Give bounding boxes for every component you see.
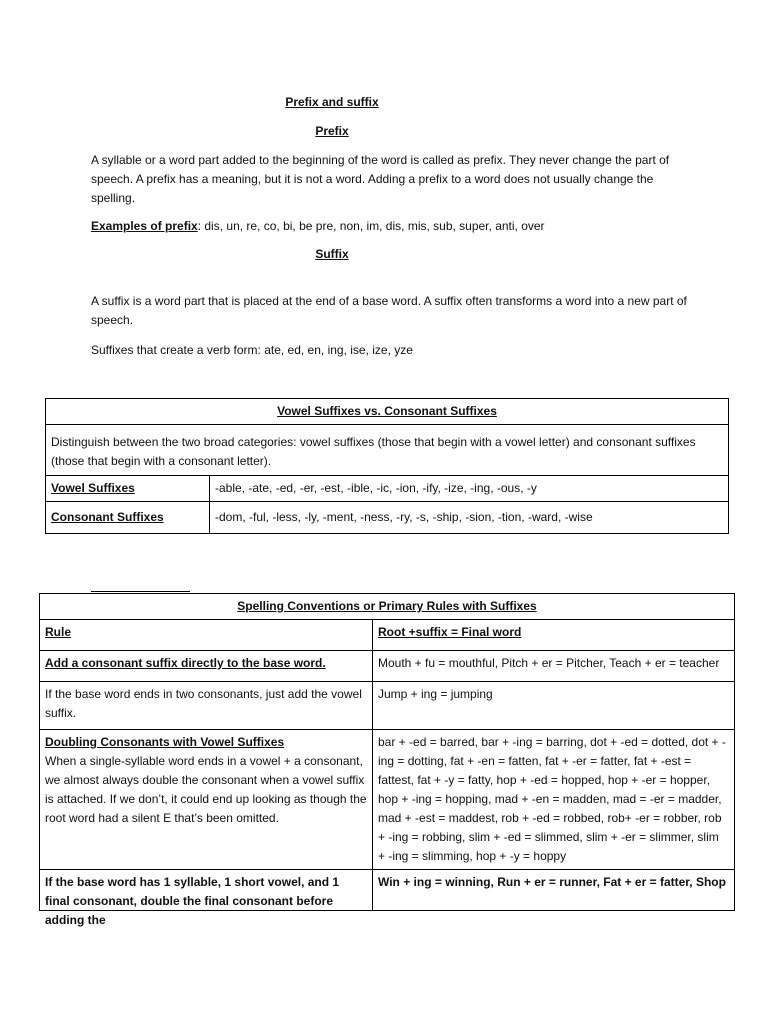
rule-2-examples: Jump + ing = jumping <box>373 682 735 730</box>
rule-1-examples: Mouth + fu = mouthful, Pitch + er = Pitcher, Teach + er = teacher <box>373 651 735 682</box>
separator-line <box>91 591 190 592</box>
rule-4-examples <box>373 870 735 911</box>
vowel-consonant-table <box>45 398 729 534</box>
rule-3-text: When a single-syllable word ends in a vowel + a consonant, we almost always double the consonant when a vowel suffix is attached. If we don’t, it could end up looking as though the root word had a silent E that’s been omitted. <box>45 754 367 825</box>
suffix-definition: A suffix is a word part that is placed at the end of a base word. A suffix often transforms a word into a new part of speech. <box>91 294 687 327</box>
table2-title: Spelling Conventions or Primary Rules with Suffixes <box>40 594 735 620</box>
rule-4 <box>40 870 373 927</box>
consonant-suffixes-label: Consonant Suffixes <box>46 502 210 534</box>
prefix-heading: Prefix <box>315 124 349 138</box>
rule-1: Add a consonant suffix directly to the base word. <box>40 651 373 682</box>
rule-column-header: Rule <box>40 620 373 651</box>
vowel-suffixes-list: -able, -ate, -ed, -er, -est, -ible, -ic, -ion, -ify, -ize, -ing, -ous, -y <box>210 476 729 502</box>
table1-description: Distinguish between the two broad categories: vowel suffixes (those that begin with a vowel letter) and consonant suffixes (those that begin with a consonant letter). <box>46 425 729 476</box>
vowel-suffixes-label: Vowel Suffixes <box>46 476 210 502</box>
rule-3-heading: Doubling Consonants with Vowel Suffixes <box>45 735 285 749</box>
rule-3-examples: bar + -ed = barred, bar + -ing = barring, dot + -ed = dotted, dot + -ing = dotting, fat + -en = fatten, fat + -er = fatter, fat + -est = fattest, fat + -y = fatty, hop + -ed = hopped, hop + -er = hopper, hop + -ing = hopping, mad + -en = madden, mad = -er = madder, mad + -est = maddest, rob + -ed = robbed, rob+ -er = robber, rob + -ing = robbing, slim + -ed = slimmed, slim + -er = slimmer, slim + -ing = slimming, hop + -y = hoppy <box>373 730 735 870</box>
spelling-rules-table <box>39 593 735 927</box>
suffix-heading: Suffix <box>315 247 349 261</box>
rule-2: If the base word ends in two consonants, just add the vowel suffix. <box>40 682 373 730</box>
verb-suffixes: Suffixes that create a verb form: ate, ed, en, ing, ise, ize, yze <box>91 343 413 357</box>
rule-4-examples-text: Win + ing = winning, Run + er = runner, Fat + er = fatter, Shop <box>378 875 726 889</box>
rule-4-text: If the base word has 1 syllable, 1 short vowel, and 1 final consonant, double the final consonant before adding the <box>45 875 340 927</box>
document-title: Prefix and suffix <box>285 95 379 109</box>
consonant-suffixes-list: -dom, -ful, -less, -ly, -ment, -ness, -ry, -s, -ship, -sion, -tion, -ward, -wise <box>210 502 729 534</box>
examples-label: Examples of prefix <box>91 219 198 233</box>
prefix-examples <box>91 217 691 236</box>
example-column-header: Root +suffix = Final word <box>373 620 735 651</box>
prefix-definition: A syllable or a word part added to the beginning of the word is called as prefix. They never change the part of speech. A prefix has a meaning, but it is not a word. Adding a prefix to a word does not usually change the spelling. <box>91 153 670 205</box>
examples-list: : dis, un, re, co, bi, be pre, non, im, dis, mis, sub, super, anti, over <box>197 219 545 233</box>
table1-title: Vowel Suffixes vs. Consonant Suffixes <box>46 399 729 425</box>
rule-3 <box>40 730 373 870</box>
